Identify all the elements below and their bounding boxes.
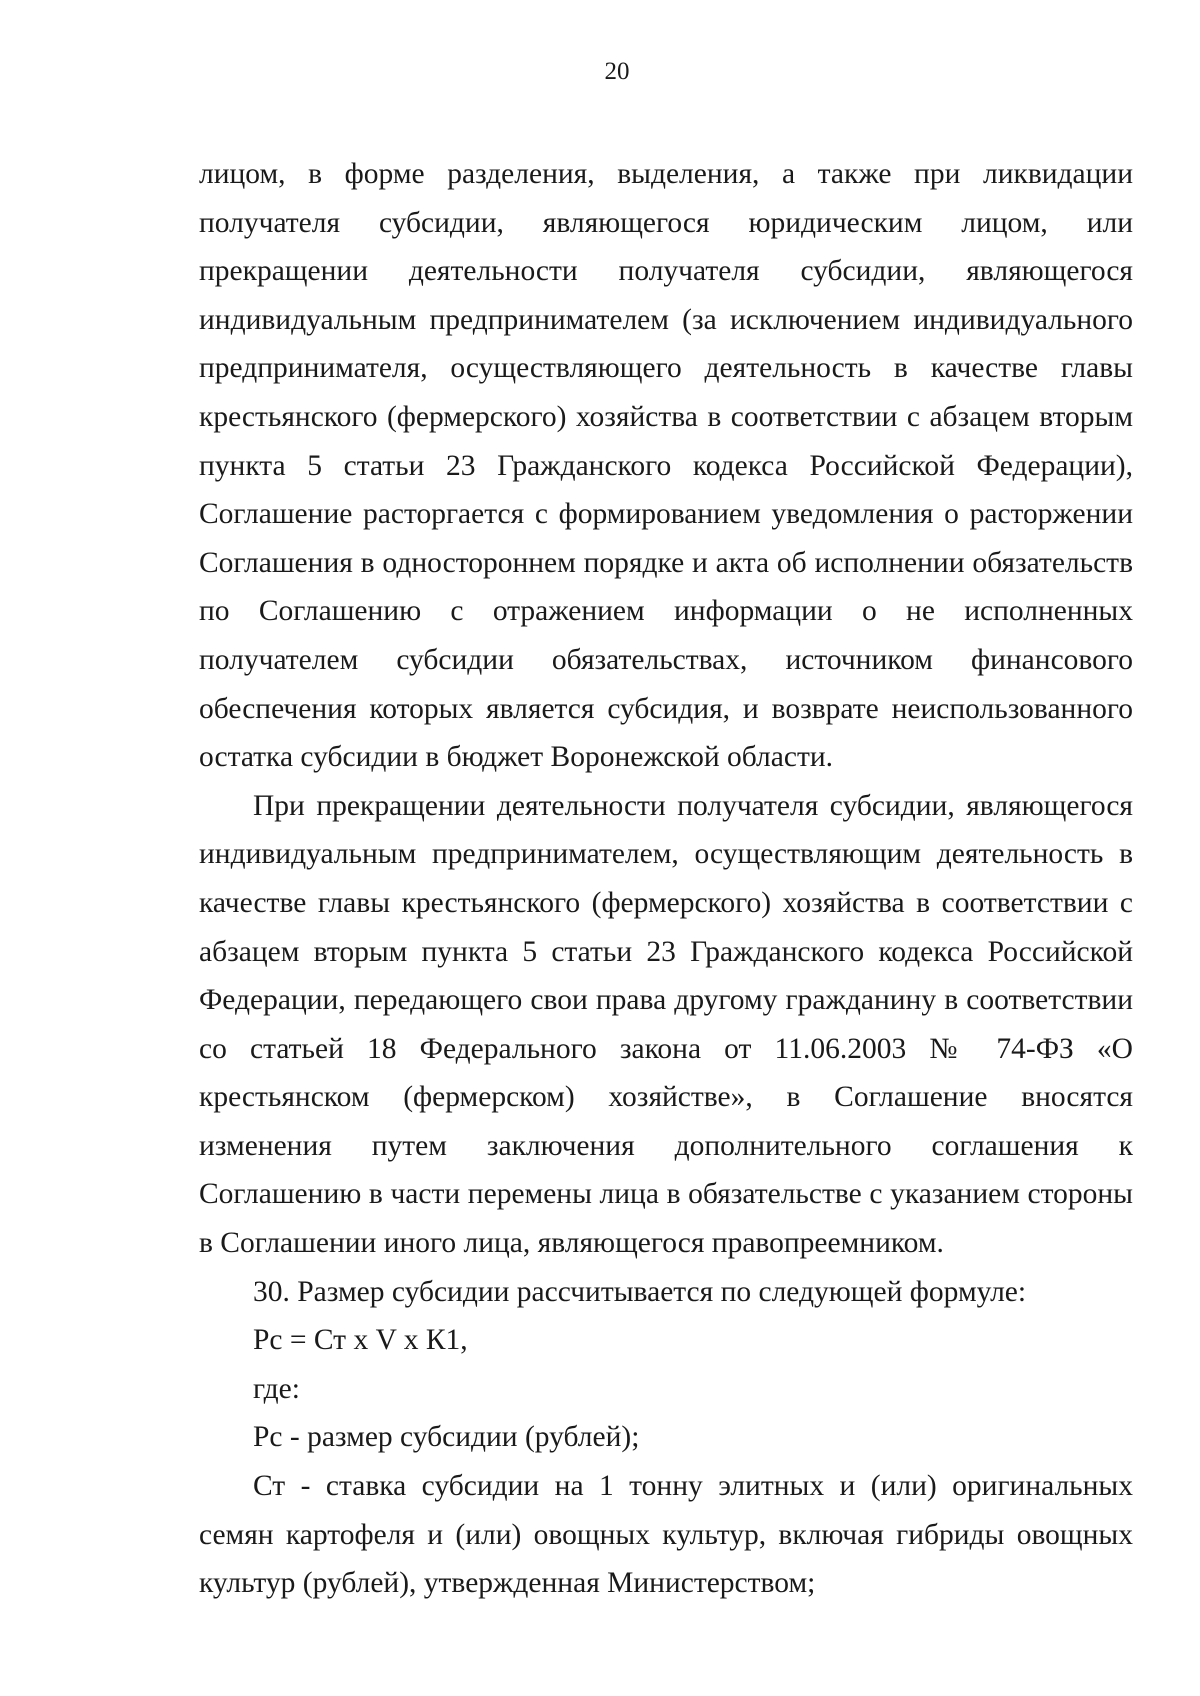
document-body xyxy=(199,150,1133,1608)
formula-where-label: где: xyxy=(253,1372,300,1405)
paragraph-termination: лицом, в форме разделения, выделения, а также при ликвидации получателя субсидии, являющегося юридическим лицом, или прекращении деятельности получателя субсидии, являющегося индивидуальным предпринимателем (за исключением индивидуального предпринимателя, осуществляющего деятельность в качестве главы крестьянского (фермерского) хозяйства в соответствии с абзацем вторым пункта 5 статьи 23 Гражданского кодекса Российской Федерации), Соглашение расторгается с формированием уведомления о расторжении Соглашения в одностороннем порядке и акта об исполнении обязательств по Соглашению с отражением информации о не исполненных получателем субсидии обязательствах, источником финансового обеспечения которых является субсидия, и возврате неиспользованного остатка субсидии в бюджет Воронежской области. xyxy=(199,158,1133,774)
paragraph-item-30: 30. Размер субсидии рассчитывается по следующей формуле: xyxy=(253,1275,1027,1308)
paragraph-succession: При прекращении деятельности получателя субсидии, являющегося индивидуальным предпринимателем, осуществляющим деятельность в качестве главы крестьянского (фермерского) хозяйства в соответствии с абзацем вторым пункта 5 статьи 23 Гражданского кодекса Российской Федерации, передающего свои права другому гражданину в соответствии со статьей 18 Федерального закона от 11.06.2003 № 74-ФЗ «О крестьянском (фермерском) хозяйстве», в Соглашение вносятся изменения путем заключения дополнительного соглашения к Соглашению в части перемены лица в обязательстве с указанием стороны в Соглашении иного лица, являющегося правопреемником. xyxy=(199,789,1133,1260)
subsidy-formula: Рс = Ст х V х К1, xyxy=(253,1324,468,1357)
page-number: 20 xyxy=(604,58,630,85)
formula-definition-st: Ст - ставка субсидии на 1 тонну элитных и (или) оригинальных семян картофеля и (или) овощных культур, включая гибриды овощных культур (рублей), утвержденная Министерством; xyxy=(199,1470,1133,1600)
formula-definition-rs: Рс - размер субсидии (рублей); xyxy=(253,1421,640,1454)
